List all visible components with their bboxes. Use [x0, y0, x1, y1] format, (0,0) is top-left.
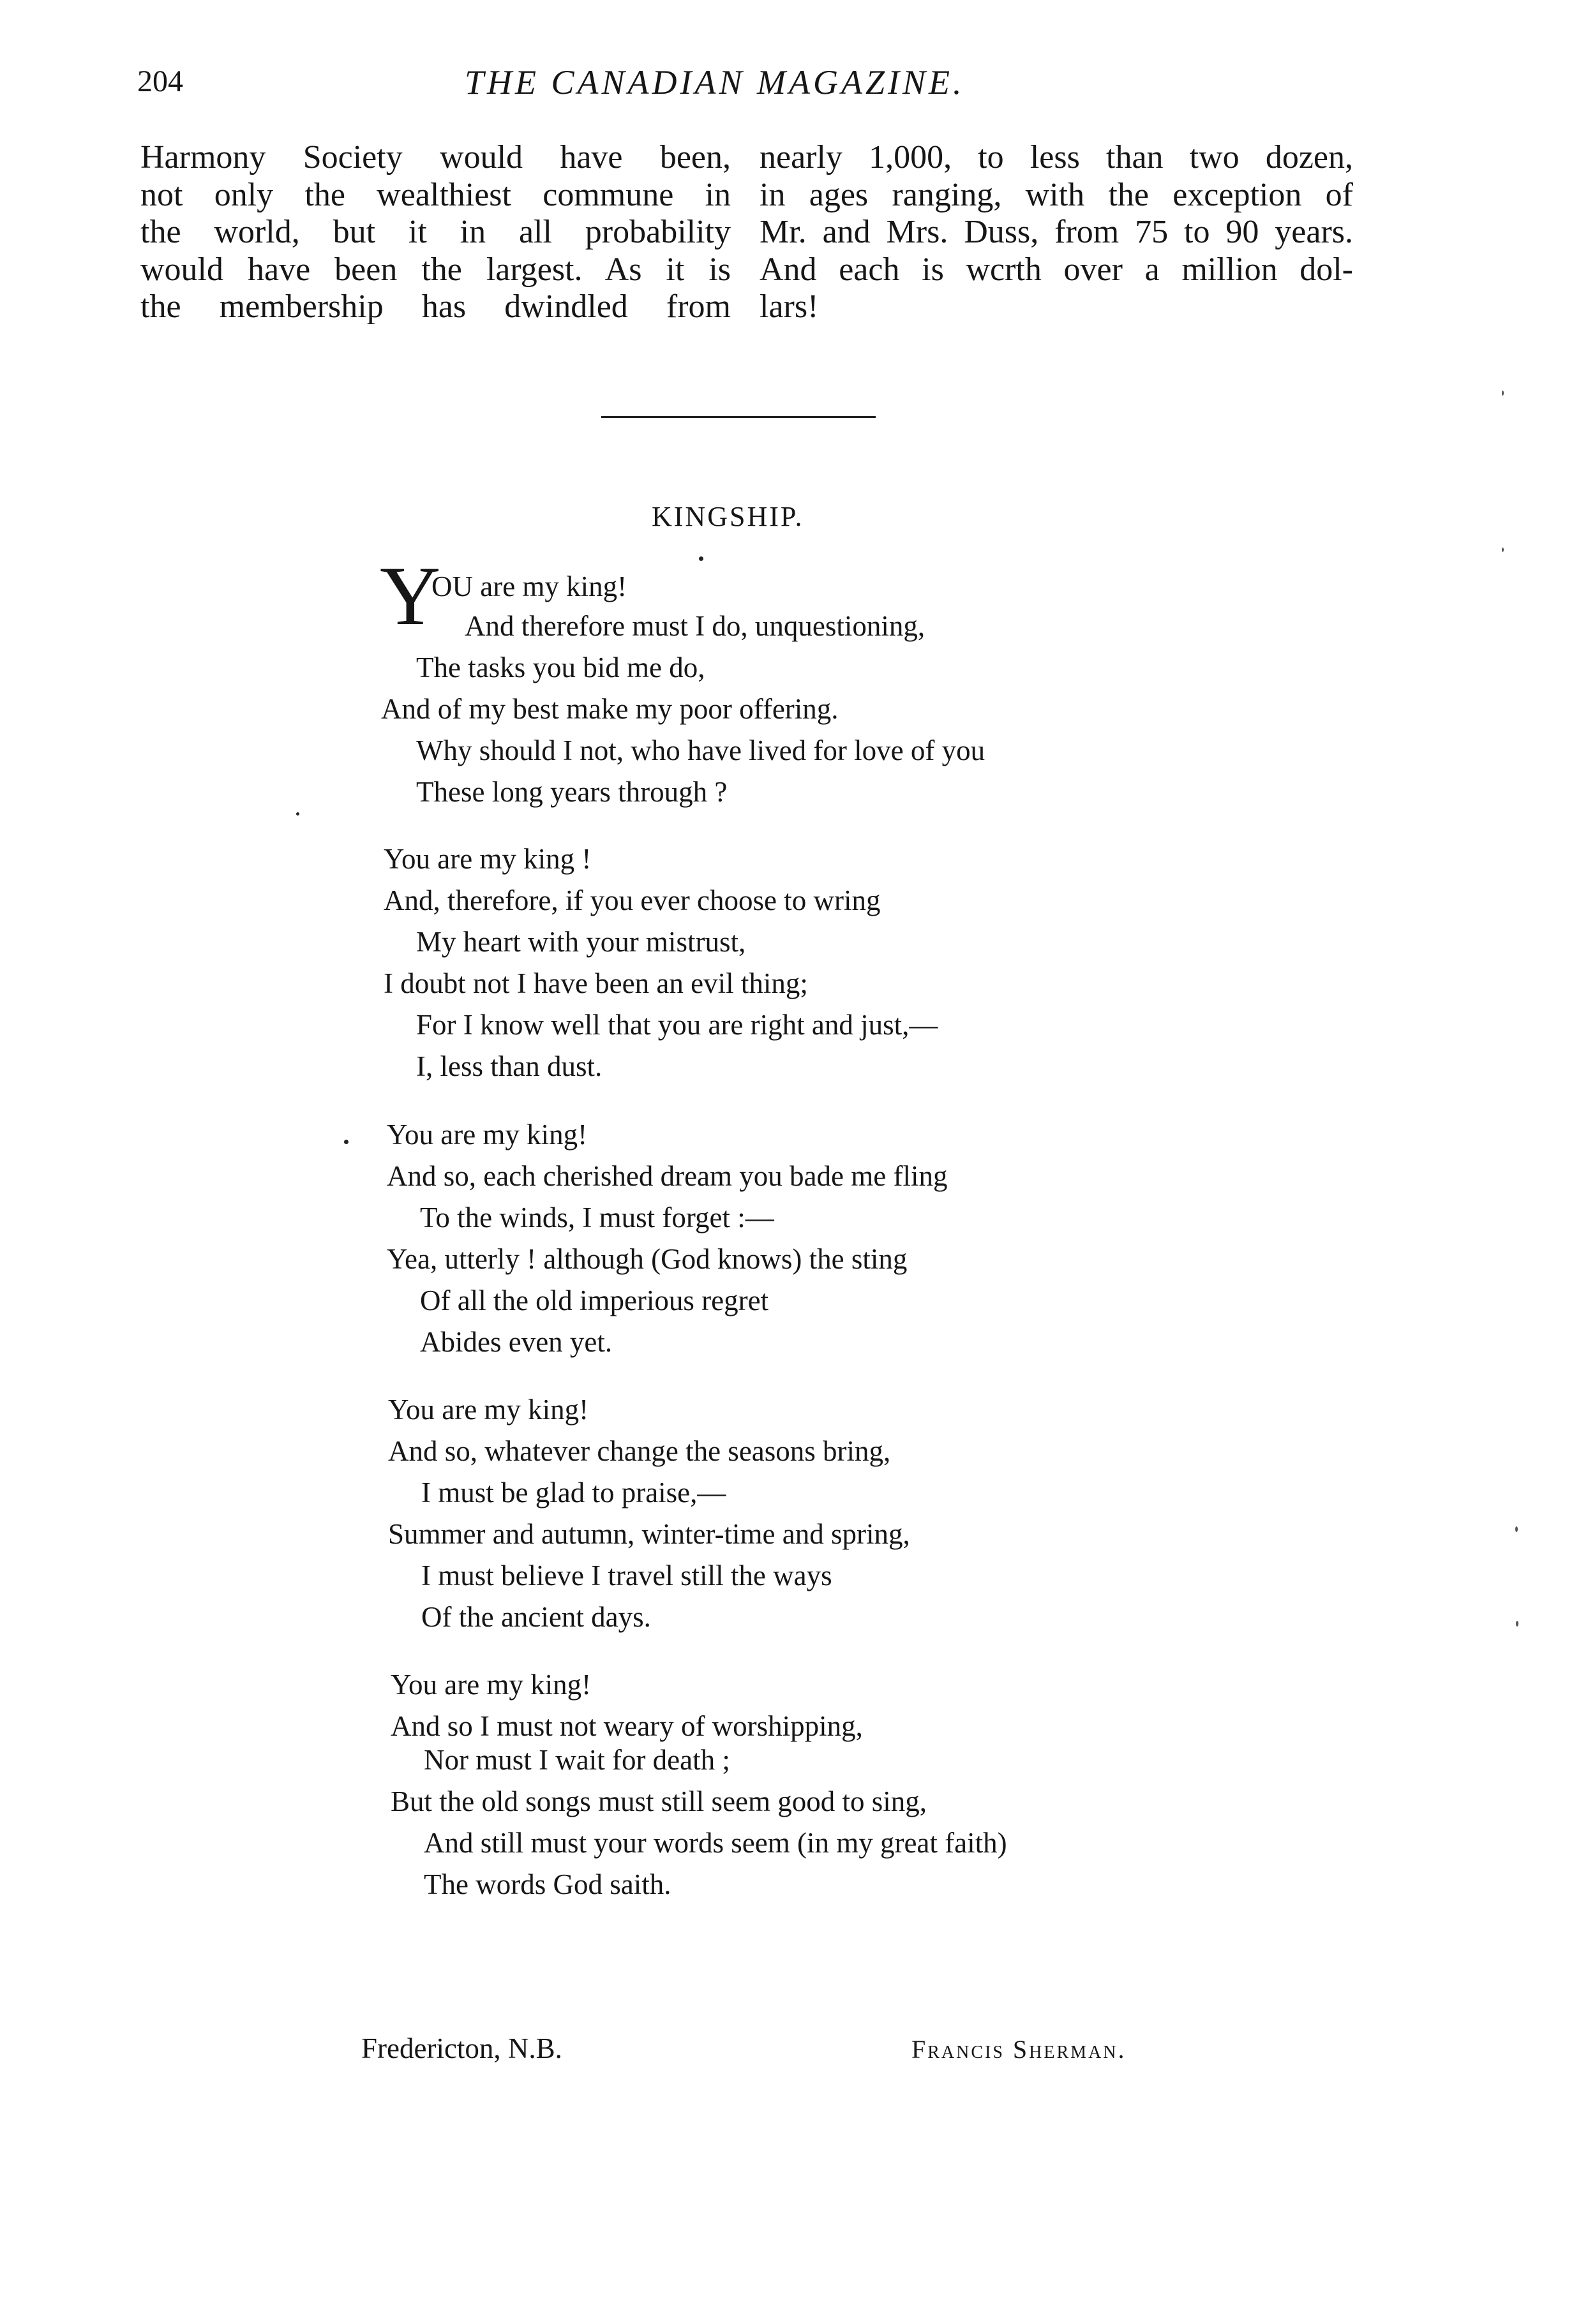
article-left-column	[140, 139, 731, 326]
article-line: not only the wealthiest commune in	[140, 176, 731, 213]
article-line: lars!	[760, 288, 819, 325]
article-line: nearly 1,000, to less than two dozen,	[760, 139, 1353, 175]
poem-line: Summer and autumn, winter-time and spring,	[388, 1518, 910, 1550]
poem-line: And therefore must I do, unquestioning,	[465, 610, 925, 642]
article-line: Harmony Society would have been,	[140, 139, 731, 175]
poem-place: Fredericton, N.B.	[361, 2032, 562, 2064]
poem-line: The words God saith.	[424, 1868, 671, 1900]
poem-line: You are my king!	[388, 1394, 589, 1426]
poem-line: OU are my king!	[431, 570, 627, 602]
poem-line: These long years through ?	[416, 776, 728, 808]
poem-line: And so, whatever change the seasons bring,	[388, 1435, 891, 1467]
drop-cap: Y	[380, 549, 441, 643]
article-line: Mr. and Mrs. Duss, from 75 to 90 years.	[760, 214, 1353, 250]
margin-speck	[1516, 1621, 1518, 1627]
margin-speck	[1502, 391, 1504, 396]
margin-speck	[1502, 547, 1504, 552]
stray-dot	[296, 812, 299, 816]
margin-speck	[1515, 1526, 1518, 1532]
poem-line: To the winds, I must forget :—	[420, 1202, 774, 1233]
poem-line: And so I must not weary of worshipping,	[391, 1710, 863, 1742]
poem-line: Yea, utterly ! although (God knows) the sting	[387, 1243, 908, 1275]
poem-line: I must believe I travel still the ways	[421, 1560, 832, 1591]
article-line: the membership has dwindled from	[140, 288, 731, 325]
poem-author: Francis Sherman.	[911, 2035, 1127, 2064]
poem-line: Of all the old imperious regret	[420, 1285, 769, 1316]
poem-line: Why should I not, who have lived for love of you	[416, 734, 985, 766]
poem-line: My heart with your mistrust,	[416, 926, 746, 958]
article-right-column	[760, 139, 1353, 326]
poem-line: You are my king!	[387, 1119, 588, 1151]
stray-dot	[699, 556, 703, 561]
poem-line: You are my king !	[384, 843, 592, 875]
poem-line: I must be glad to praise,—	[421, 1477, 726, 1508]
stray-dot	[344, 1140, 348, 1144]
poem-line: And of my best make my poor offering.	[381, 693, 839, 725]
poem-line: And still must your words seem (in my great faith)	[424, 1827, 1007, 1859]
poem-line: But the old songs must still seem good to sing,	[391, 1785, 927, 1817]
poem-line: And, therefore, if you ever choose to wring	[384, 884, 881, 916]
article-line: in ages ranging, with the exception of	[760, 176, 1353, 213]
article-line: the world, but it in all probability	[140, 214, 731, 250]
article-line: would have been the largest. As it is	[140, 251, 731, 288]
running-title: THE CANADIAN MAGAZINE.	[465, 63, 965, 101]
poem-line: I doubt not I have been an evil thing;	[384, 967, 808, 999]
page-number: 204	[137, 64, 183, 98]
poem-title: KINGSHIP.	[652, 501, 804, 532]
section-divider	[601, 416, 876, 418]
poem-line: The tasks you bid me do,	[416, 652, 705, 683]
poem-line: And so, each cherished dream you bade me fling	[387, 1160, 948, 1192]
poem-line: Nor must I wait for death ;	[424, 1744, 730, 1776]
poem-line: For I know well that you are right and just,—	[416, 1009, 938, 1041]
poem-line: Of the ancient days.	[421, 1601, 651, 1633]
poem-line: Abides even yet.	[420, 1326, 613, 1358]
poem-line: I, less than dust.	[416, 1050, 603, 1082]
article-line: And each is wcrth over a million dol-	[760, 251, 1353, 288]
poem-line: You are my king!	[391, 1669, 592, 1701]
